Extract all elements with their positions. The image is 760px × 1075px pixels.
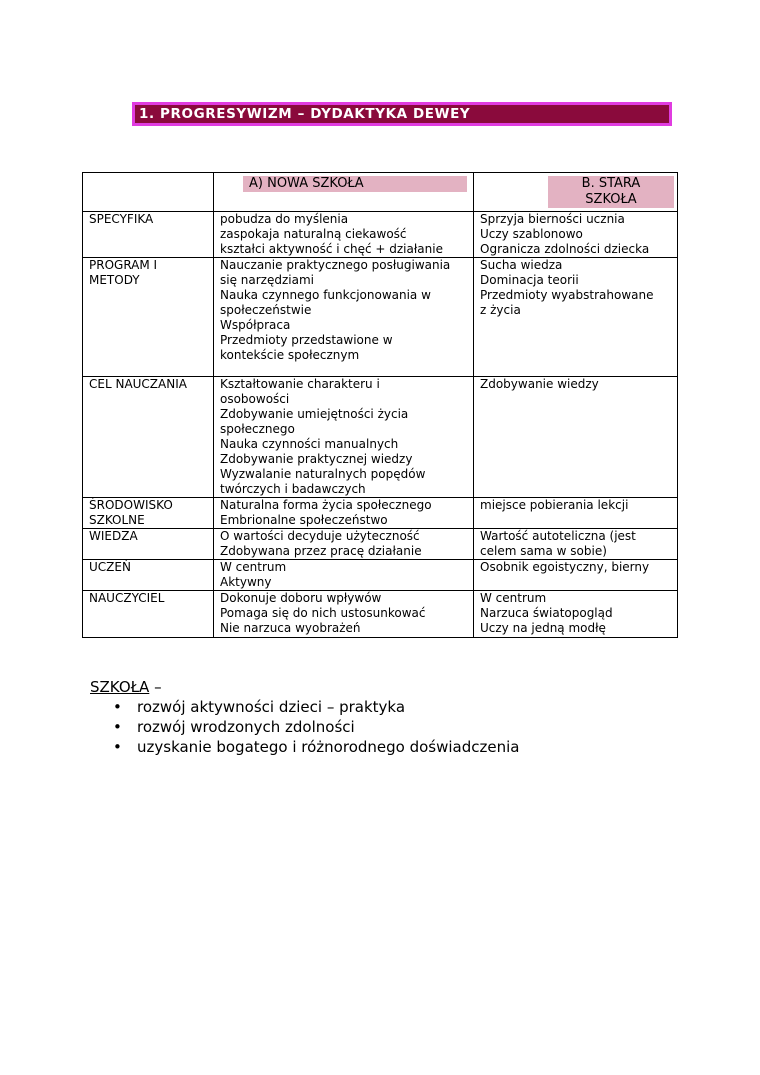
- stara-szkola-cell: [474, 591, 678, 638]
- row-label-cell: [83, 498, 214, 529]
- list-item: [90, 697, 519, 717]
- header-stara-line1: B. STARA: [581, 176, 641, 191]
- cell-line: Uczy na jedną modłę: [480, 621, 606, 635]
- title-banner: [132, 102, 672, 126]
- cell-line: Wyzwalanie naturalnych popędów: [220, 467, 426, 481]
- nowa-szkola-cell: [214, 560, 474, 591]
- cell-line: Nauczanie praktycznego posługiwania: [220, 258, 451, 272]
- cell-line: CEL NAUCZANIA: [89, 377, 187, 391]
- cell-line: Narzuca światopogląd: [480, 606, 613, 620]
- table-row: [83, 591, 678, 638]
- cell-line: Pomaga się do nich ustosunkować: [220, 606, 426, 620]
- nowa-szkola-cell: [214, 258, 474, 377]
- cell-line: Zdobywanie praktycznej wiedzy: [220, 452, 413, 466]
- stara-szkola-cell: [474, 377, 678, 498]
- cell-line: Naturalna forma życia społecznego: [220, 498, 432, 512]
- nowa-szkola-cell: [214, 529, 474, 560]
- cell-line: społeczeństwie: [220, 303, 312, 317]
- cell-line: METODY: [89, 273, 140, 287]
- cell-line: SPECYFIKA: [89, 212, 154, 226]
- cell-line: Dokonuje doboru wpływów: [220, 591, 382, 605]
- table-row: [83, 377, 678, 498]
- cell-line: Nauka czynności manualnych: [220, 437, 399, 451]
- cell-line: z życia: [480, 303, 521, 317]
- row-label-cell: [83, 212, 214, 258]
- cell-line: pobudza do myślenia: [220, 212, 349, 226]
- cell-line: Przedmioty wyabstrahowane: [480, 288, 654, 302]
- cell-line: UCZEŃ: [89, 560, 131, 574]
- list-item-text: rozwój aktywności dzieci – praktyka: [137, 698, 406, 716]
- cell-line: celem sama w sobie): [480, 544, 607, 558]
- list-item: [90, 717, 519, 737]
- cell-line: Uczy szablonowo: [480, 227, 583, 241]
- table-header-row: [83, 173, 678, 212]
- section-heading-text: SZKOŁA: [90, 678, 150, 696]
- cell-line: osobowości: [220, 392, 290, 406]
- header-stara-line2: SZKOŁA: [585, 192, 637, 207]
- cell-line: Embrionalne społeczeństwo: [220, 513, 388, 527]
- cell-line: ŚRODOWISKO: [89, 498, 173, 512]
- cell-line: WIEDZA: [89, 529, 138, 543]
- bullet-icon: •: [113, 698, 122, 716]
- cell-line: Sucha wiedza: [480, 258, 563, 272]
- cell-line: Zdobywana przez pracę działanie: [220, 544, 422, 558]
- header-empty-cell: [83, 173, 214, 212]
- stara-szkola-cell: [474, 258, 678, 377]
- section-heading: [90, 677, 519, 697]
- row-label-cell: [83, 591, 214, 638]
- cell-line: Nie narzuca wyobrażeń: [220, 621, 361, 635]
- cell-line: Przedmioty przedstawione w: [220, 333, 393, 347]
- cell-line: PROGRAM I: [89, 258, 158, 272]
- list-item-text: uzyskanie bogatego i różnorodnego doświadczenia: [137, 738, 520, 756]
- stara-szkola-cell: [474, 498, 678, 529]
- cell-line: Osobnik egoistyczny, bierny: [480, 560, 650, 574]
- list-item: [90, 737, 519, 757]
- cell-line: Zdobywanie wiedzy: [480, 377, 599, 391]
- cell-line: SZKOLNE: [89, 513, 145, 527]
- comparison-table: [82, 172, 678, 638]
- table-row: [83, 498, 678, 529]
- cell-line: Zdobywanie umiejętności życia: [220, 407, 409, 421]
- nowa-szkola-cell: [214, 498, 474, 529]
- cell-line: twórczych i badawczych: [220, 482, 366, 496]
- header-cell-nowa: [214, 173, 474, 212]
- bullet-icon: •: [113, 718, 122, 736]
- cell-line: Ogranicza zdolności dziecka: [480, 242, 650, 256]
- nowa-szkola-cell: [214, 591, 474, 638]
- nowa-szkola-cell: [214, 212, 474, 258]
- table-row: [83, 258, 678, 377]
- stara-szkola-cell: [474, 212, 678, 258]
- cell-line: miejsce pobierania lekcji: [480, 498, 629, 512]
- cell-line: się narzędziami: [220, 273, 314, 287]
- row-label-cell: [83, 529, 214, 560]
- cell-line: O wartości decyduje użyteczność: [220, 529, 420, 543]
- stara-szkola-cell: [474, 529, 678, 560]
- cell-line: Sprzyja bierności ucznia: [480, 212, 625, 226]
- cell-line: NAUCZYCIEL: [89, 591, 165, 605]
- cell-line: kształci aktywność i chęć + działanie: [220, 242, 443, 256]
- cell-line: Wartość autoteliczna (jest: [480, 529, 636, 543]
- row-label-cell: [83, 258, 214, 377]
- header-nowa-szkola: A) NOWA SZKOŁA: [243, 176, 467, 192]
- cell-line: Aktywny: [220, 575, 272, 589]
- cell-line: W centrum: [480, 591, 547, 605]
- cell-line: Współpraca: [220, 318, 291, 332]
- header-cell-stara: [474, 173, 678, 212]
- cell-line: Nauka czynnego funkcjonowania w: [220, 288, 431, 302]
- cell-line: kontekście społecznym: [220, 348, 360, 362]
- row-label-cell: [83, 560, 214, 591]
- cell-line: zaspokaja naturalną ciekawość: [220, 227, 407, 241]
- list-item-text: rozwój wrodzonych zdolności: [137, 718, 355, 736]
- cell-line: W centrum: [220, 560, 287, 574]
- bullet-icon: •: [113, 738, 122, 756]
- cell-line: Dominacja teorii: [480, 273, 579, 287]
- row-label-cell: [83, 377, 214, 498]
- bullet-list: [90, 697, 519, 757]
- cell-line: społecznego: [220, 422, 295, 436]
- header-stara-szkola: [548, 176, 674, 208]
- cell-line: Kształtowanie charakteru i: [220, 377, 380, 391]
- szkola-section: [90, 677, 519, 757]
- table-row: [83, 529, 678, 560]
- document-title: 1. PROGRESYWIZM – DYDAKTYKA DEWEY: [139, 106, 471, 122]
- table-row: [83, 560, 678, 591]
- stara-szkola-cell: [474, 560, 678, 591]
- table-row: [83, 212, 678, 258]
- nowa-szkola-cell: [214, 377, 474, 498]
- section-heading-dash: –: [154, 678, 162, 696]
